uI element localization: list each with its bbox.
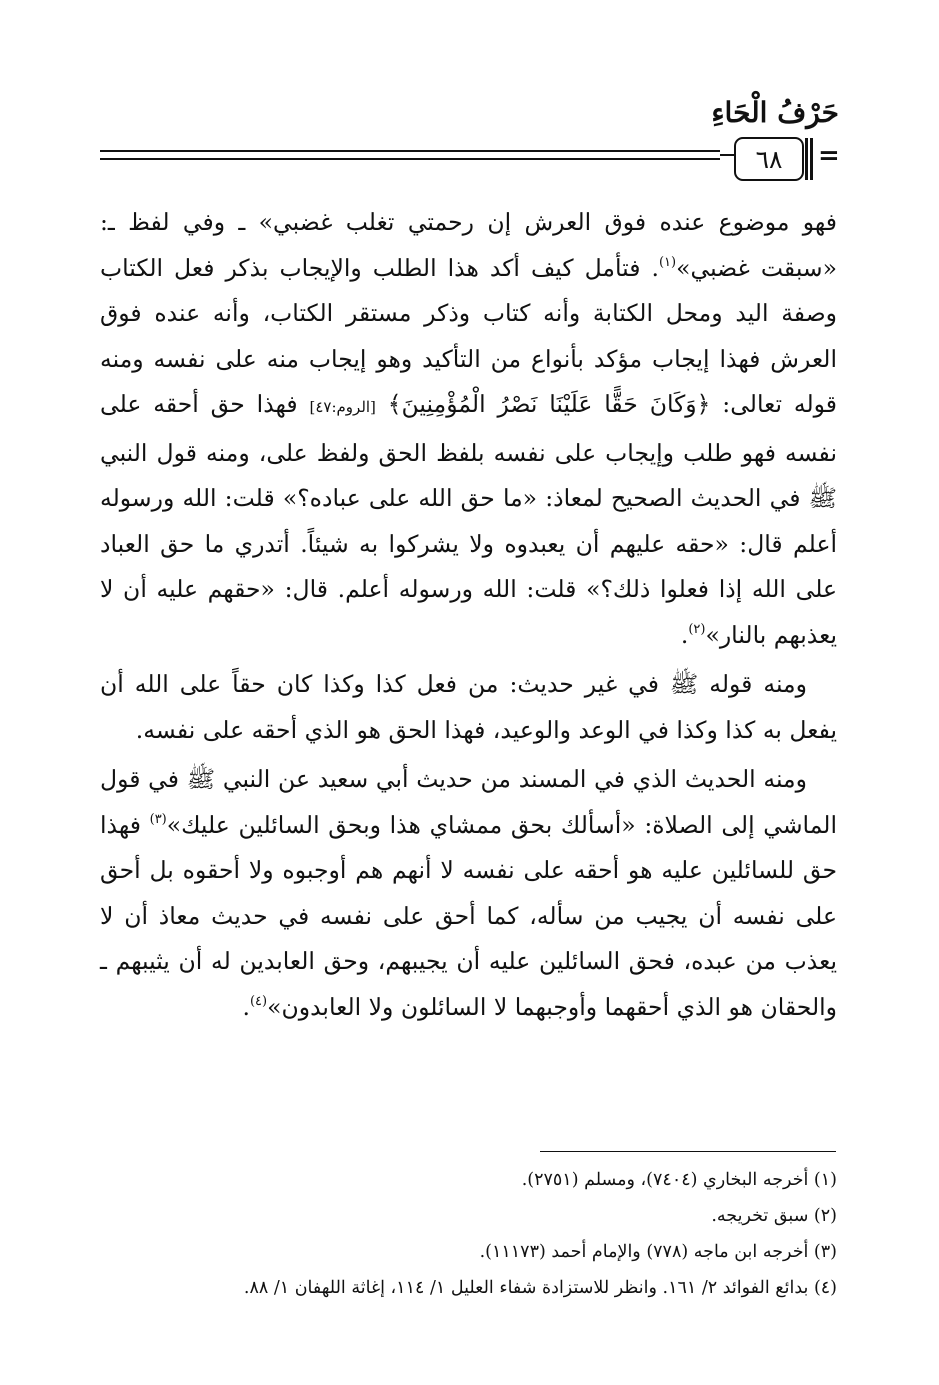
chapter-title: حَرْفُ الْحَاءِ (711, 96, 839, 129)
footnote-2: (٢) سبق تخريجه. (711, 1206, 837, 1226)
footnote-ref-3: (٣) (149, 811, 167, 827)
header-marker: = (818, 141, 840, 171)
footnote-ref-2: (٢) (688, 621, 706, 637)
main-text (100, 200, 837, 1030)
footnote-ref-4: (٤) (249, 993, 268, 1009)
footnote-ref-1: (١) (658, 254, 677, 270)
paragraph-1-text-2: . فتأمل كيف أكد هذا الطلب والإيجاب بذكر فعل الكتاب وصفة اليد ومحل الكتابة وأنه كتاب وذكر مستقر الكتاب، وأنه عنده فوق العرش فهذا إيجاب مؤكد بأنواع من التأكيد وهو إيجاب منه على نفسه ومنه قوله تعالى: ﴿وَكَانَ حَقًّا عَلَيْنَا نَصْرُ الْمُؤْمِنِينَ﴾ (100, 253, 837, 418)
paragraph-3-text-3: . (242, 992, 250, 1021)
footnote-1: (١) أخرجه البخاري (٧٤٠٤)، ومسلم (٢٧٥١). (521, 1170, 837, 1190)
paragraph-3 (100, 757, 837, 1030)
paragraph-1-text-4: . (680, 620, 689, 649)
quran-citation: [الروم:٤٧] (309, 398, 376, 416)
header-rule-bottom-left (100, 158, 720, 160)
paragraph-3-text-1: ومنه الحديث الذي في المسند من حديث أبي سعيد عن النبي ﷺ في قول الماشي إلى الصلاة: «أسألك بحق ممشاي هذا وبحق السائلين عليك» (100, 765, 837, 839)
paragraph-1-text-3: فهذا حق أحقه على نفسه فهو طلب وإيجاب على نفسه بلفظ الحق ولفظ على، ومنه قول النبي ﷺ في الحديث الصحيح لمعاذ: «ما حق الله على عباده؟» قلت: الله ورسوله أعلم قال: «حقه عليهم أن يعبدوه ولا يشركوا به شيئاً. أتدري ما حق العباد على الله إذا فعلوا ذلك؟» قلت: الله ورسوله أعلم. قال: «حقهم عليه أن لا يعذبهم بالنار» (100, 390, 837, 649)
header-rule-top-left (100, 150, 720, 152)
footnote-4: (٤) بدائع الفوائد ٢/ ١٦١. وانظر للاستزادة شفاء العليل ١/ ١١٤، إغاثة اللهفان ١/ ٨٨. (243, 1278, 837, 1298)
footnotes (100, 1162, 837, 1306)
footnote-3: (٣) أخرجه ابن ماجه (٧٧٨) والإمام أحمد (١١١٧٣). (479, 1242, 837, 1262)
paragraph-1 (100, 200, 837, 658)
footnote-separator (540, 1151, 836, 1152)
page-box-bar-2 (810, 138, 813, 180)
page-number: ٦٨ (734, 137, 804, 181)
paragraph-2: ومنه قوله ﷺ في غير حديث: من فعل كذا وكذا كان حقاً على الله أن يفعل به كذا وكذا في الوعد والوعيد، فهذا الحق هو الذي أحقه على نفسه. (100, 670, 837, 744)
paragraph-3-text-2: فهذا حق للسائلين عليه هو أحقه على نفسه لا أنهم هم أوجبوه ولا أحقوه بل أحق على نفسه أن يجيب من سأله، كما أحق على نفسه في حديث معاذ أن لا يعذب من عبده، فحق السائلين عليه أن يجيبهم، وحق العابدين له أن يثيبهم ـ والحقان هو الذي أحقهما وأوجبهما لا السائلون ولا العابدون» (100, 810, 837, 1021)
page-box-bar-1 (805, 138, 808, 180)
paragraph-1-text-1: فهو موضوع عنده فوق العرش إن رحمتي تغلب غضبي» ـ وفي لفظ ـ: «سبقت غضبي» (100, 208, 837, 282)
